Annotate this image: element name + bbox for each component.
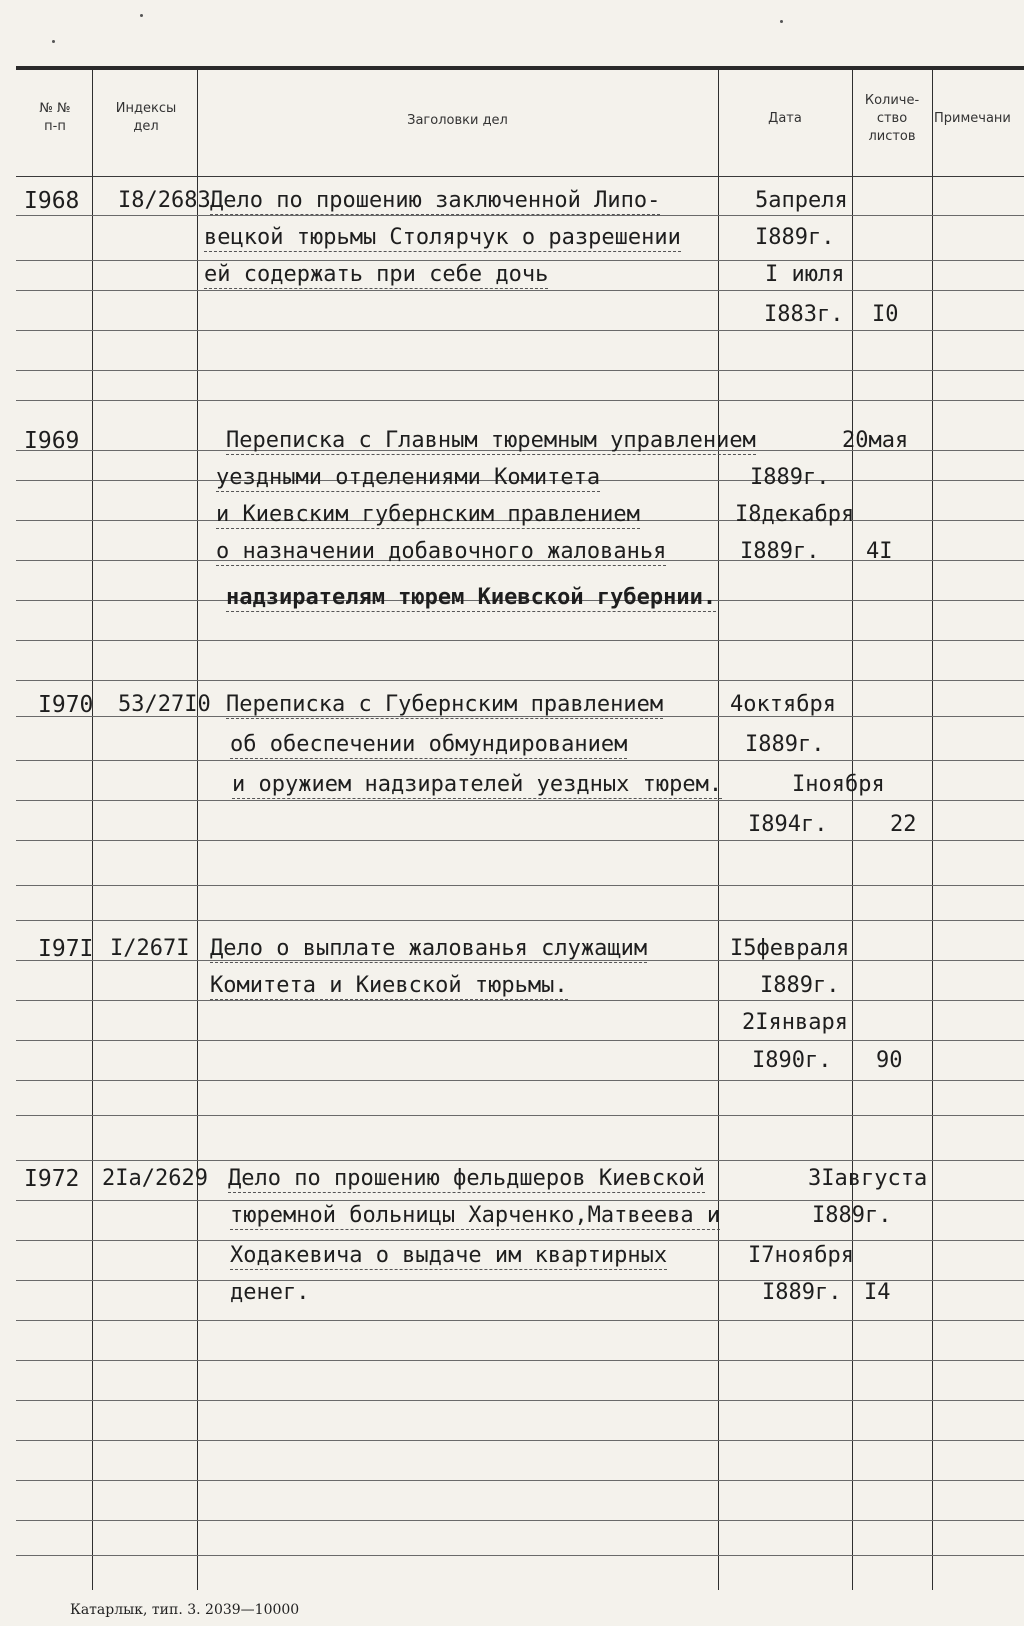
header-index: Индексы дел bbox=[115, 101, 177, 134]
row-title-line: Комитета и Киевской тюрьмы. bbox=[210, 973, 568, 998]
ruled-line bbox=[16, 1080, 1024, 1081]
row-date: I889г. bbox=[762, 1280, 842, 1305]
header-num: № № п-п bbox=[39, 101, 71, 134]
printer-footer: Катарлык, тип. 3. 2039—10000 bbox=[70, 1602, 300, 1618]
ruled-line bbox=[16, 840, 1024, 841]
ruled-line bbox=[16, 1480, 1024, 1481]
top-rule bbox=[16, 66, 1024, 70]
column-divider bbox=[197, 70, 198, 1590]
ruled-line bbox=[16, 640, 1024, 641]
ruled-line bbox=[16, 885, 1024, 886]
row-date: 3Iавгуста bbox=[808, 1166, 928, 1191]
row-number: I97I bbox=[38, 936, 94, 962]
row-sheets: I4 bbox=[864, 1280, 891, 1305]
ruled-line bbox=[16, 1320, 1024, 1321]
column-divider bbox=[932, 70, 933, 1590]
column-divider bbox=[718, 70, 719, 1590]
row-title-line: и оружием надзирателей уездных тюрем. bbox=[232, 772, 723, 797]
ruled-line bbox=[16, 1240, 1024, 1241]
row-index: I8/2683 bbox=[118, 188, 211, 213]
row-title-line: денег. bbox=[230, 1280, 310, 1305]
row-index: 53/27I0 bbox=[118, 692, 211, 717]
row-index: 2Iа/2629 bbox=[102, 1166, 208, 1191]
row-title-line: Переписка с Губернским правлением bbox=[226, 692, 664, 717]
paper-speck bbox=[52, 40, 55, 43]
row-title-line: вецкой тюрьмы Столярчук о разрешении bbox=[204, 225, 681, 250]
row-title-line: об обеспечении обмундированием bbox=[230, 732, 628, 757]
row-date: I894г. bbox=[748, 812, 828, 837]
ruled-line bbox=[16, 1160, 1024, 1161]
ruled-line bbox=[16, 1200, 1024, 1201]
row-title-line: Переписка с Главным тюремным управлением bbox=[226, 428, 756, 453]
ruled-line bbox=[16, 680, 1024, 681]
ruled-line bbox=[16, 1360, 1024, 1361]
ruled-line bbox=[16, 370, 1024, 371]
row-number: I968 bbox=[24, 188, 80, 214]
row-date: I890г. bbox=[752, 1048, 832, 1073]
row-date: I883г. bbox=[764, 302, 844, 327]
row-title-line: Ходакевича о выдаче им квартирных bbox=[230, 1243, 668, 1268]
row-date: I889г. bbox=[760, 973, 840, 998]
row-date: I8декабря bbox=[735, 502, 855, 527]
row-title-line: Дело о выплате жалованья служащим bbox=[210, 936, 648, 961]
row-sheets: 4I bbox=[866, 539, 893, 564]
row-title-line: Дело по прошению фельдшеров Киевской bbox=[228, 1166, 705, 1191]
row-date: 2Iянваря bbox=[742, 1010, 848, 1035]
row-sheets: 90 bbox=[876, 1048, 903, 1073]
row-title-line: тюремной больницы Харченко,Матвеева и bbox=[230, 1203, 721, 1228]
header-date: Дата bbox=[768, 111, 802, 126]
ruled-line bbox=[16, 1520, 1024, 1521]
header-notes: Примечани bbox=[934, 111, 1011, 126]
row-number: I970 bbox=[38, 692, 94, 718]
ruled-line bbox=[16, 1400, 1024, 1401]
row-date: I7ноября bbox=[748, 1243, 854, 1268]
header-rule bbox=[16, 176, 1024, 177]
row-title-line: ей содержать при себе дочь bbox=[204, 262, 549, 287]
ruled-line bbox=[16, 330, 1024, 331]
row-number: I969 bbox=[24, 428, 80, 454]
row-date: I889г. bbox=[812, 1203, 892, 1228]
ruled-line bbox=[16, 400, 1024, 401]
row-title-line: Дело по прошению заключенной Липо- bbox=[210, 188, 661, 213]
ruled-line bbox=[16, 1000, 1024, 1001]
ruled-line bbox=[16, 1040, 1024, 1041]
ruled-line bbox=[16, 920, 1024, 921]
row-date: I5февраля bbox=[730, 936, 850, 961]
row-date: 5апреля bbox=[755, 188, 848, 213]
row-title-line: надзирателям тюрем Киевской губернии. bbox=[226, 585, 717, 610]
row-title-line: о назначении добавочного жалованья bbox=[216, 539, 667, 564]
ruled-line bbox=[16, 215, 1024, 216]
row-number: I972 bbox=[24, 1166, 80, 1192]
ruled-line bbox=[16, 800, 1024, 801]
ruled-line bbox=[16, 290, 1024, 291]
header-title: Заголовки дел bbox=[407, 113, 508, 128]
column-divider bbox=[852, 70, 853, 1590]
row-index: I/267I bbox=[110, 936, 190, 961]
ruled-line bbox=[16, 1440, 1024, 1441]
header-sheets: Количе- ство листов bbox=[864, 93, 920, 144]
ruled-line bbox=[16, 760, 1024, 761]
row-date: 20мая bbox=[842, 428, 909, 453]
row-date: Iноября bbox=[792, 772, 885, 797]
ruled-line bbox=[16, 1555, 1024, 1556]
row-title-line: уездными отделениями Комитета bbox=[216, 465, 601, 490]
row-date: I889г. bbox=[740, 539, 820, 564]
row-date: I889г. bbox=[745, 732, 825, 757]
row-date: I889г. bbox=[755, 225, 835, 250]
ruled-line bbox=[16, 260, 1024, 261]
column-divider bbox=[92, 70, 93, 1590]
paper-speck bbox=[140, 14, 143, 17]
row-sheets: I0 bbox=[872, 302, 899, 327]
row-date: I июля bbox=[765, 262, 845, 287]
paper-speck bbox=[780, 20, 783, 23]
row-date: I889г. bbox=[750, 465, 830, 490]
row-date: 4октября bbox=[730, 692, 836, 717]
row-sheets: 22 bbox=[890, 812, 917, 837]
ruled-line bbox=[16, 1115, 1024, 1116]
row-title-line: и Киевским губернским правлением bbox=[216, 502, 640, 527]
